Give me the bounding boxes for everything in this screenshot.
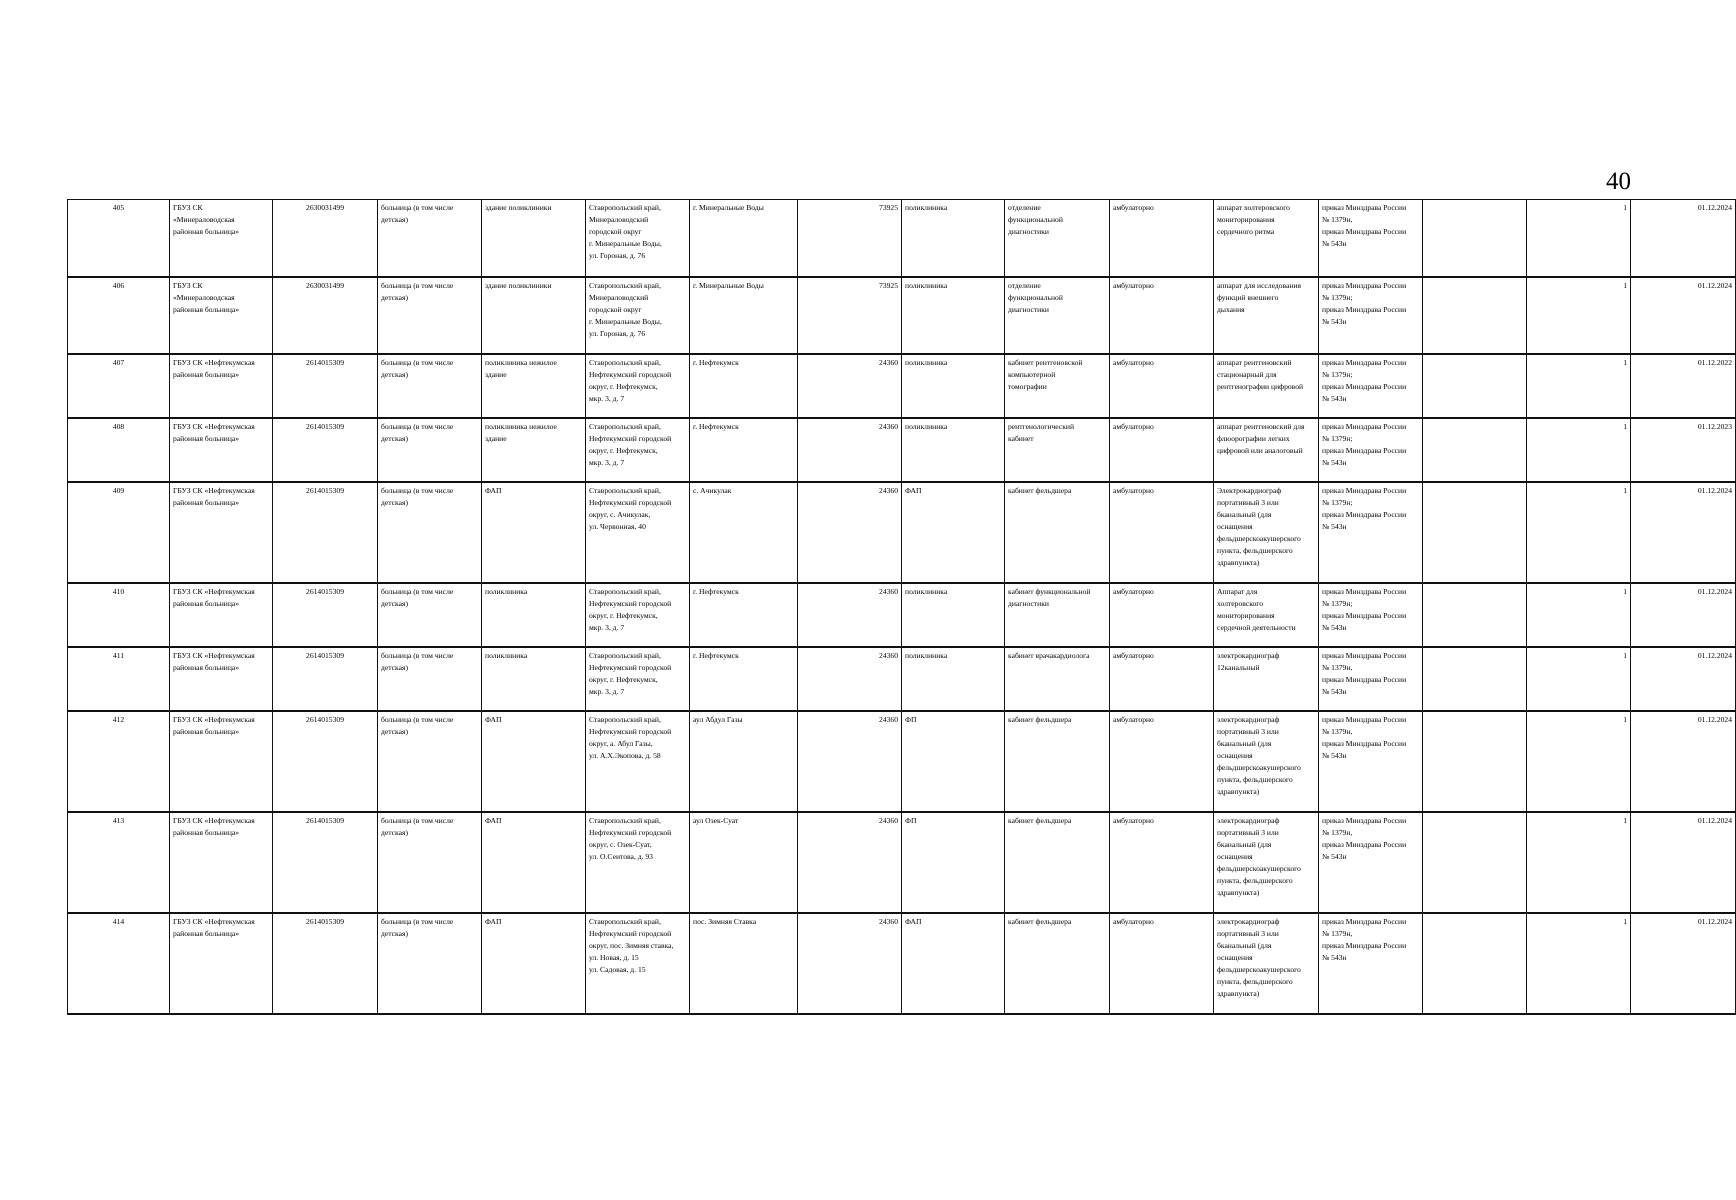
cell-department: рентгенологический кабинет bbox=[1005, 418, 1110, 482]
cell-facility-type: больница (в том числе детская) bbox=[378, 913, 482, 1014]
cell-subdivision: ФАП bbox=[902, 913, 1005, 1014]
cell-oktmo: 24360 bbox=[798, 647, 902, 711]
cell-inn: 2614015309 bbox=[273, 418, 378, 482]
cell-organization: ГБУЗ СК «Нефтекумская районная больница» bbox=[170, 354, 273, 418]
cell-organization: ГБУЗ СК «Нефтекумская районная больница» bbox=[170, 583, 273, 647]
cell-inn: 2614015309 bbox=[273, 354, 378, 418]
cell-oktmo: 24360 bbox=[798, 583, 902, 647]
cell-inn: 2614015309 bbox=[273, 812, 378, 913]
cell-order: приказ Минздрава России № 1379н; приказ Минздрава России № 543н bbox=[1319, 482, 1423, 583]
table-row bbox=[68, 711, 1736, 812]
cell-address: Ставропольский край, Минераловодский городской округ г. Минеральные Воды, ул. Гороная, д. 76 bbox=[586, 277, 690, 354]
cell-address: Ставропольский край, Нефтекумский городской округ, г. Нефтекумск, мкр. 3, д. 7 bbox=[586, 647, 690, 711]
cell-subdivision: поликлиника bbox=[902, 583, 1005, 647]
cell-equipment: электрокардиограф портативный 3 или бканальный (для оснащения фельдшерскоакушерского пункта, фельдшерского здравпункта) bbox=[1214, 711, 1319, 812]
cell-order: приказ Минздрава России № 1379н, приказ Минздрава России № 543н bbox=[1319, 711, 1423, 812]
cell-locality: г. Нефтекумск bbox=[690, 418, 798, 482]
cell-address: Ставропольский край, Нефтекумский городской округ, а. Абул Газы, ул. А.Х.Экопова, д. 58 bbox=[586, 711, 690, 812]
table-row bbox=[68, 200, 1736, 277]
cell-oktmo: 24360 bbox=[798, 711, 902, 812]
cell-date: 01.12.2024 bbox=[1631, 913, 1736, 1014]
cell-building: здание поликлиники bbox=[482, 277, 586, 354]
cell-date: 01.12.2022 bbox=[1631, 354, 1736, 418]
cell-oktmo: 73925 bbox=[798, 277, 902, 354]
cell-quantity: 1 bbox=[1527, 354, 1631, 418]
cell-no: 412 bbox=[68, 711, 170, 812]
cell-oktmo: 24360 bbox=[798, 812, 902, 913]
cell-quantity: 1 bbox=[1527, 647, 1631, 711]
cell-date: 01.12.2024 bbox=[1631, 711, 1736, 812]
cell-blank bbox=[1423, 711, 1527, 812]
cell-order: приказ Минздрава России № 1379н, приказ Минздрава России № 543н bbox=[1319, 812, 1423, 913]
cell-address: Ставропольский край, Нефтекумский городской округ, г. Нефтекумск, мкр. 3, д. 7 bbox=[586, 354, 690, 418]
cell-address: Ставропольский край, Нефтекумский городской округ, с. Озек-Суат, ул. О.Сеитова, д. 93 bbox=[586, 812, 690, 913]
cell-organization: ГБУЗ СК «Нефтекумская районная больница» bbox=[170, 418, 273, 482]
cell-subdivision: ФАП bbox=[902, 482, 1005, 583]
cell-building: поликлиника нежилое здание bbox=[482, 354, 586, 418]
cell-oktmo: 73925 bbox=[798, 200, 902, 277]
cell-building: здание поликлиники bbox=[482, 200, 586, 277]
cell-quantity: 1 bbox=[1527, 418, 1631, 482]
cell-care-form: амбулаторно bbox=[1110, 711, 1214, 812]
cell-quantity: 1 bbox=[1527, 583, 1631, 647]
cell-inn: 2630031499 bbox=[273, 200, 378, 277]
cell-quantity: 1 bbox=[1527, 711, 1631, 812]
cell-building: ФАП bbox=[482, 482, 586, 583]
cell-equipment: Аппарат для холтеровского мониторирования сердечной деятельности bbox=[1214, 583, 1319, 647]
cell-organization: ГБУЗ СК «Нефтекумская районная больница» bbox=[170, 647, 273, 711]
cell-facility-type: больница (в том числе детская) bbox=[378, 647, 482, 711]
cell-subdivision: поликлиника bbox=[902, 200, 1005, 277]
cell-date: 01.12.2023 bbox=[1631, 418, 1736, 482]
cell-no: 407 bbox=[68, 354, 170, 418]
cell-equipment: аппарат рентгеновский для флюорографии легких цифровой или аналоговый bbox=[1214, 418, 1319, 482]
cell-address: Ставропольский край, Минераловодский городской округ г. Минеральные Воды, ул. Гороная, д. 76 bbox=[586, 200, 690, 277]
cell-locality: пос. Зимняя Ставка bbox=[690, 913, 798, 1014]
cell-address: Ставропольский край, Нефтекумский городской округ, с. Ачикулак, ул. Червонная, 40 bbox=[586, 482, 690, 583]
cell-building: ФАП bbox=[482, 711, 586, 812]
cell-quantity: 1 bbox=[1527, 812, 1631, 913]
cell-date: 01.12.2024 bbox=[1631, 812, 1736, 913]
cell-department: кабинет фельдшера bbox=[1005, 812, 1110, 913]
cell-order: приказ Минздрава России № 1379н, приказ Минздрава России № 543н bbox=[1319, 913, 1423, 1014]
cell-order: приказ Минздрава России № 1379н, приказ Минздрава России № 543н bbox=[1319, 647, 1423, 711]
cell-oktmo: 24360 bbox=[798, 418, 902, 482]
cell-order: приказ Минздрава России № 1379н; приказ Минздрава России № 543н bbox=[1319, 418, 1423, 482]
cell-equipment: аппарат холтеровского мониторирования сердечного ритма bbox=[1214, 200, 1319, 277]
cell-building: ФАП bbox=[482, 812, 586, 913]
cell-oktmo: 24360 bbox=[798, 354, 902, 418]
table-body bbox=[68, 200, 1736, 1014]
cell-date: 01.12.2024 bbox=[1631, 277, 1736, 354]
cell-inn: 2614015309 bbox=[273, 647, 378, 711]
cell-address: Ставропольский край, Нефтекумский городской округ, г. Нефтекумск, мкр. 3, д. 7 bbox=[586, 418, 690, 482]
cell-quantity: 1 bbox=[1527, 277, 1631, 354]
cell-care-form: амбулаторно bbox=[1110, 200, 1214, 277]
cell-inn: 2630031499 bbox=[273, 277, 378, 354]
cell-facility-type: больница (в том числе детская) bbox=[378, 711, 482, 812]
cell-no: 413 bbox=[68, 812, 170, 913]
page-number: 40 bbox=[1606, 168, 1631, 195]
cell-department: отделение функциональной диагностики bbox=[1005, 277, 1110, 354]
table-row bbox=[68, 913, 1736, 1014]
cell-care-form: амбулаторно bbox=[1110, 277, 1214, 354]
cell-organization: ГБУЗ СК «Нефтекумская районная больница» bbox=[170, 711, 273, 812]
table-row bbox=[68, 354, 1736, 418]
cell-address: Ставропольский край, Нефтекумский городской округ, пос. Зимняя ставка, ул. Новая, д. 15 ул. Садовая, д. 15 bbox=[586, 913, 690, 1014]
cell-organization: ГБУЗ СК «Минераловодская районная больница» bbox=[170, 200, 273, 277]
cell-no: 409 bbox=[68, 482, 170, 583]
cell-locality: с. Ачикулак bbox=[690, 482, 798, 583]
cell-order: приказ Минздрава России № 1379н; приказ Минздрава России № 543н bbox=[1319, 354, 1423, 418]
cell-care-form: амбулаторно bbox=[1110, 812, 1214, 913]
table-row bbox=[68, 812, 1736, 913]
cell-subdivision: ФП bbox=[902, 711, 1005, 812]
cell-facility-type: больница (в том числе детская) bbox=[378, 418, 482, 482]
cell-subdivision: ФП bbox=[902, 812, 1005, 913]
cell-building: поликлиника bbox=[482, 647, 586, 711]
cell-care-form: амбулаторно bbox=[1110, 482, 1214, 583]
cell-equipment: электрокардиограф портативный 3 или бканальный (для оснащения фельдшерскоакушерского пункта, фельдшерского здравпункта) bbox=[1214, 812, 1319, 913]
cell-facility-type: больница (в том числе детская) bbox=[378, 200, 482, 277]
cell-facility-type: больница (в том числе детская) bbox=[378, 583, 482, 647]
cell-organization: ГБУЗ СК «Нефтекумская районная больница» bbox=[170, 913, 273, 1014]
cell-locality: г. Нефтекумск bbox=[690, 583, 798, 647]
cell-quantity: 1 bbox=[1527, 200, 1631, 277]
cell-blank bbox=[1423, 812, 1527, 913]
cell-locality: г. Нефтекумск bbox=[690, 354, 798, 418]
cell-organization: ГБУЗ СК «Нефтекумская районная больница» bbox=[170, 482, 273, 583]
cell-building: поликлиника нежилое здание bbox=[482, 418, 586, 482]
cell-oktmo: 24360 bbox=[798, 482, 902, 583]
cell-blank bbox=[1423, 354, 1527, 418]
cell-department: кабинет функциональной диагностики bbox=[1005, 583, 1110, 647]
cell-no: 411 bbox=[68, 647, 170, 711]
cell-no: 405 bbox=[68, 200, 170, 277]
cell-facility-type: больница (в том числе детская) bbox=[378, 482, 482, 583]
cell-inn: 2614015309 bbox=[273, 482, 378, 583]
cell-blank bbox=[1423, 913, 1527, 1014]
table-row bbox=[68, 418, 1736, 482]
cell-blank bbox=[1423, 277, 1527, 354]
cell-department: отделение функциональной диагностики bbox=[1005, 200, 1110, 277]
cell-subdivision: поликлиника bbox=[902, 418, 1005, 482]
cell-department: кабинет фельдшера bbox=[1005, 913, 1110, 1014]
cell-blank bbox=[1423, 200, 1527, 277]
cell-locality: аул Абдул Газы bbox=[690, 711, 798, 812]
cell-no: 406 bbox=[68, 277, 170, 354]
cell-no: 408 bbox=[68, 418, 170, 482]
cell-date: 01.12.2024 bbox=[1631, 583, 1736, 647]
cell-order: приказ Минздрава России № 1379н; приказ Минздрава России № 543н bbox=[1319, 277, 1423, 354]
cell-date: 01.12.2024 bbox=[1631, 482, 1736, 583]
cell-date: 01.12.2024 bbox=[1631, 647, 1736, 711]
table-row bbox=[68, 583, 1736, 647]
cell-building: поликлиника bbox=[482, 583, 586, 647]
cell-locality: г. Минеральные Воды bbox=[690, 277, 798, 354]
cell-address: Ставропольский край, Нефтекумский городской округ, г. Нефтекумск, мкр. 3, д. 7 bbox=[586, 583, 690, 647]
cell-care-form: амбулаторно bbox=[1110, 354, 1214, 418]
cell-equipment: аппарат рентгеновский стационарный для рентгенографии цифровой bbox=[1214, 354, 1319, 418]
cell-subdivision: поликлиника bbox=[902, 647, 1005, 711]
cell-no: 414 bbox=[68, 913, 170, 1014]
cell-locality: г. Минеральные Воды bbox=[690, 200, 798, 277]
cell-facility-type: больница (в том числе детская) bbox=[378, 354, 482, 418]
cell-inn: 2614015309 bbox=[273, 711, 378, 812]
cell-equipment: электрокардиограф 12канальный bbox=[1214, 647, 1319, 711]
cell-facility-type: больница (в том числе детская) bbox=[378, 277, 482, 354]
cell-facility-type: больница (в том числе детская) bbox=[378, 812, 482, 913]
cell-inn: 2614015309 bbox=[273, 583, 378, 647]
cell-subdivision: поликлиника bbox=[902, 354, 1005, 418]
cell-order: приказ Минздрава России № 1379н, приказ Минздрава России № 543н bbox=[1319, 200, 1423, 277]
cell-subdivision: поликлиника bbox=[902, 277, 1005, 354]
table-row bbox=[68, 482, 1736, 583]
cell-inn: 2614015309 bbox=[273, 913, 378, 1014]
cell-department: кабинет рентгеновской компьютерной томографии bbox=[1005, 354, 1110, 418]
cell-care-form: амбулаторно bbox=[1110, 913, 1214, 1014]
equipment-table bbox=[67, 199, 1736, 1015]
cell-locality: г. Нефтекумск bbox=[690, 647, 798, 711]
cell-equipment: Электрокардиограф портативный 3 или бканальный (для оснащения фельдшерскоакушерского пункта, фельдшерского здравпункта) bbox=[1214, 482, 1319, 583]
cell-order: приказ Минздрава России № 1379н; приказ Минздрава России № 543н bbox=[1319, 583, 1423, 647]
cell-blank bbox=[1423, 647, 1527, 711]
cell-quantity: 1 bbox=[1527, 913, 1631, 1014]
cell-care-form: амбулаторно bbox=[1110, 583, 1214, 647]
cell-locality: аул Озек-Суат bbox=[690, 812, 798, 913]
cell-blank bbox=[1423, 418, 1527, 482]
cell-blank bbox=[1423, 583, 1527, 647]
cell-care-form: амбулаторно bbox=[1110, 418, 1214, 482]
cell-organization: ГБУЗ СК «Нефтекумская районная больница» bbox=[170, 812, 273, 913]
table-row bbox=[68, 647, 1736, 711]
cell-no: 410 bbox=[68, 583, 170, 647]
cell-date: 01.12.2024 bbox=[1631, 200, 1736, 277]
cell-organization: ГБУЗ СК «Минераловодская районная больница» bbox=[170, 277, 273, 354]
cell-blank bbox=[1423, 482, 1527, 583]
cell-department: кабинет фельдшера bbox=[1005, 482, 1110, 583]
cell-equipment: аппарат для исследования функций внешнего дыхания bbox=[1214, 277, 1319, 354]
table-row bbox=[68, 277, 1736, 354]
cell-building: ФАП bbox=[482, 913, 586, 1014]
cell-oktmo: 24360 bbox=[798, 913, 902, 1014]
cell-quantity: 1 bbox=[1527, 482, 1631, 583]
cell-department: кабинет фельдшера bbox=[1005, 711, 1110, 812]
cell-department: кабинет врачакардиолога bbox=[1005, 647, 1110, 711]
cell-equipment: электрокардиограф портативный 3 или бканальный (для оснащения фельдшерскоакушерского пункта, фельдшерского здравпункта) bbox=[1214, 913, 1319, 1014]
cell-care-form: амбулаторно bbox=[1110, 647, 1214, 711]
